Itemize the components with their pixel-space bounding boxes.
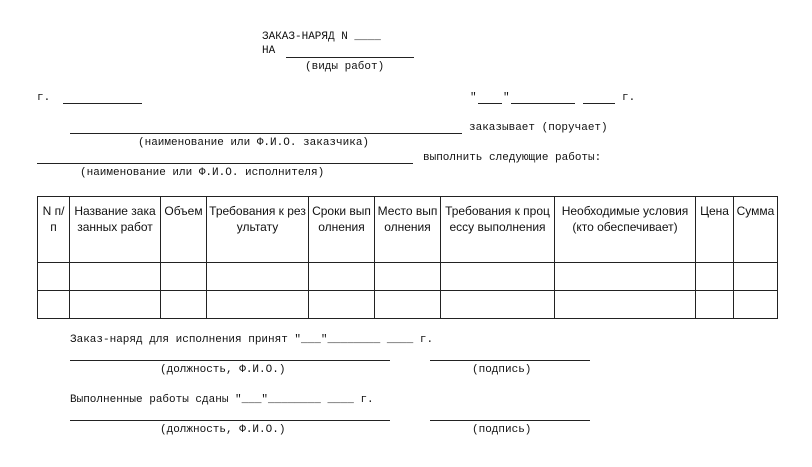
table-cell[interactable] — [555, 291, 696, 319]
date-year-suffix: г. — [622, 92, 636, 104]
document-title: ЗАКАЗ-НАРЯД N ____ — [262, 31, 381, 43]
table-cell[interactable] — [734, 291, 778, 319]
table-cell[interactable] — [207, 263, 309, 291]
delivered-signature-line[interactable] — [430, 420, 590, 421]
work-type-label: НА — [262, 45, 276, 57]
delivered-position-line[interactable] — [70, 420, 390, 421]
accepted-signature-caption: (подпись) — [472, 364, 532, 376]
date-day-line[interactable] — [478, 103, 502, 104]
customer-caption: (наименование или Ф.И.О. заказчика) — [138, 137, 370, 149]
executor-caption: (наименование или Ф.И.О. исполнителя) — [80, 167, 325, 179]
table-header-row — [38, 197, 778, 263]
executor-line[interactable] — [37, 163, 413, 164]
city-line[interactable] — [63, 103, 142, 104]
customer-line[interactable] — [70, 133, 462, 134]
col-process-requirements: Требования к процессу выполнения — [441, 197, 555, 263]
col-conditions: Необходимые условия (кто обеспечивает) — [555, 197, 696, 263]
date-quote-open: " — [470, 92, 477, 104]
table-cell[interactable] — [38, 263, 70, 291]
works-table — [37, 196, 778, 319]
work-type-line[interactable] — [286, 57, 414, 58]
col-result-requirements: Требования к результату — [207, 197, 309, 263]
city-label: г. — [37, 92, 51, 104]
table-cell[interactable] — [375, 263, 441, 291]
table-cell[interactable] — [696, 263, 734, 291]
orders-text: заказывает (поручает) — [469, 122, 608, 134]
work-type-caption: (виды работ) — [305, 61, 385, 73]
table-row — [38, 263, 778, 291]
table-row — [38, 291, 778, 319]
delivered-text: Выполненные работы сданы "___"________ ____ г. — [70, 394, 374, 406]
table-cell[interactable] — [309, 263, 375, 291]
table-cell[interactable] — [207, 291, 309, 319]
table-cell[interactable] — [70, 263, 161, 291]
col-place: Место выполнения — [375, 197, 441, 263]
accepted-position-line[interactable] — [70, 360, 390, 361]
table-cell[interactable] — [161, 263, 207, 291]
col-volume: Объем — [161, 197, 207, 263]
table-cell[interactable] — [309, 291, 375, 319]
col-price: Цена — [696, 197, 734, 263]
date-quote-close: " — [503, 92, 510, 104]
accepted-text: Заказ-наряд для исполнения принят "___"________ ____ г. — [70, 334, 434, 346]
col-work-name: Название заказанных работ — [70, 197, 161, 263]
delivered-signature-caption: (подпись) — [472, 424, 532, 436]
table-cell[interactable] — [70, 291, 161, 319]
date-month-line[interactable] — [511, 103, 575, 104]
table-cell[interactable] — [734, 263, 778, 291]
perform-text: выполнить следующие работы: — [423, 152, 602, 164]
col-deadlines: Сроки выполнения — [309, 197, 375, 263]
table-cell[interactable] — [38, 291, 70, 319]
col-sum: Сумма — [734, 197, 778, 263]
table-cell[interactable] — [161, 291, 207, 319]
accepted-position-caption: (должность, Ф.И.О.) — [160, 364, 286, 376]
delivered-position-caption: (должность, Ф.И.О.) — [160, 424, 286, 436]
table-cell[interactable] — [375, 291, 441, 319]
table-cell[interactable] — [441, 291, 555, 319]
accepted-signature-line[interactable] — [430, 360, 590, 361]
table-cell[interactable] — [441, 263, 555, 291]
date-year-line[interactable] — [583, 103, 615, 104]
col-number: N п/п — [38, 197, 70, 263]
table-cell[interactable] — [555, 263, 696, 291]
table-cell[interactable] — [696, 291, 734, 319]
